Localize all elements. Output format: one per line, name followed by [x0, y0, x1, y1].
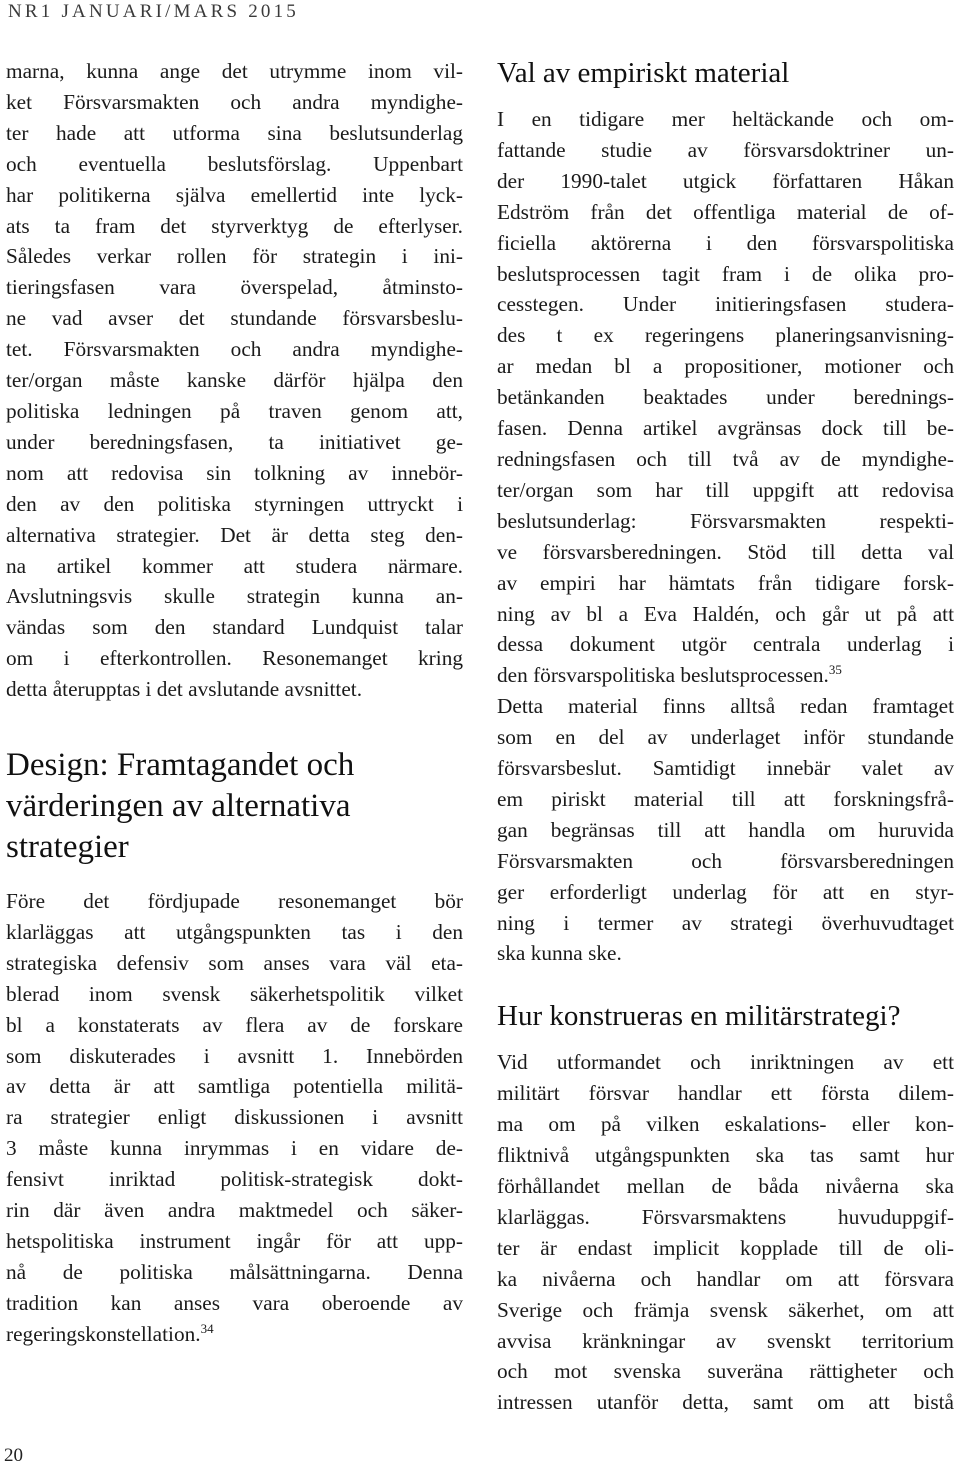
- text-line: des t ex regeringens planeringsanvisning-: [497, 323, 954, 348]
- text-line: som en del av underlaget inför stundande: [497, 725, 954, 750]
- text-line: av detta är att samtliga potentiella militä-: [6, 1074, 463, 1099]
- text-line: ficiella aktörerna i den försvarspolitiska: [497, 230, 954, 255]
- section-heading-military-strategy: Hur konstrueras en militärstrategi?: [497, 1000, 901, 1033]
- text-line: ats ta fram det styrverktyg de efterlyser.: [6, 213, 463, 238]
- text-line: fattande studie av försvarsdoktriner un-: [497, 137, 954, 162]
- section-heading-empirical-material: Val av empiriskt material: [497, 57, 790, 89]
- text-line: och eventuella beslutsförslag. Uppenbart: [6, 151, 463, 176]
- text-line: ve försvarsberedningen. Stöd till detta val: [497, 539, 954, 564]
- text-line: fliktnivå utgångspunkten ska tas samt hur: [497, 1143, 954, 1168]
- text-line: Försvarsmakten och försvarsberedningen: [497, 848, 954, 873]
- text-line: vändas som den standard Lundquist talar: [6, 615, 463, 640]
- text-line: ra strategier enligt diskussionen i avsnitt: [6, 1105, 463, 1130]
- text-line: och mot svenska suveräna rättigheter och: [497, 1359, 954, 1384]
- page-number: 20: [4, 1445, 23, 1466]
- text-line: fensivt inriktad politisk-strategisk dokt-: [6, 1167, 463, 1192]
- text-line: ma om på vilken eskalations- eller kon-: [497, 1112, 954, 1137]
- text-line: Vid utformandet och inriktningen av ett: [497, 1050, 954, 1075]
- text-line: bl a konstaterats av flera av de forskare: [6, 1012, 463, 1037]
- right-paragraph-1a: [497, 104, 954, 691]
- text-line: politiska ledningen på traven genom att,: [6, 398, 463, 423]
- text-line: beslutsprocessen tagit fram i de olika pro-: [497, 261, 954, 286]
- text-line: na artikel kommer att studera närmare.: [6, 553, 463, 578]
- text-line: I en tidigare mer heltäckande och om-: [497, 107, 954, 131]
- text-line: ning av bl a Eva Haldén, och går ut på att: [497, 601, 954, 626]
- text-line: rin där även andra maktmedel och säker-: [6, 1198, 463, 1223]
- text-line: avvisa kränkningar av svenskt territorium: [497, 1328, 954, 1353]
- text-line: beslutsunderlag: Försvarsmakten respekti-: [497, 508, 954, 533]
- text-line: strategiska defensiv som anses vara väl eta-: [6, 950, 463, 975]
- text-line: marna, kunna ange det utrymme inom vil-: [6, 59, 463, 83]
- text-line: ne vad avser det stundande försvarsbeslu-: [6, 306, 463, 331]
- text-line: tradition kan anses vara oberoende av: [6, 1290, 463, 1315]
- text-line: Edström från det offentliga material de of-: [497, 199, 954, 224]
- text-line: ter är endast implicit kopplade till de oli-: [497, 1235, 954, 1260]
- heading-line: strategier: [6, 829, 129, 866]
- heading-line: värderingen av alternativa: [6, 788, 351, 825]
- text-line: Detta material finns alltså redan framtaget: [497, 694, 954, 719]
- text-line: ger erforderligt underlag för att en styr-: [497, 879, 954, 904]
- text-line: Avslutningsvis skulle strategin kunna an-: [6, 584, 463, 609]
- text-line: under beredningsfasen, ta initiativet ge-: [6, 429, 463, 454]
- text-line: dessa dokument utgör centrala underlag i: [497, 632, 954, 657]
- section-heading-design: [6, 745, 463, 868]
- text-line: ter hade att utforma sina beslutsunderlag: [6, 120, 463, 145]
- left-paragraph-2: [6, 886, 463, 1350]
- text-line: tieringsfasen vara överspelad, åtminsto-: [6, 275, 463, 300]
- text-line: der 1990-talet utgick författaren Håkan: [497, 168, 954, 193]
- text-line: ar medan bl a propositioner, motioner och: [497, 354, 954, 379]
- text-line: hetspolitiska instrument ingår för att upp-: [6, 1229, 463, 1253]
- text-line: ter/organ som har till uppgift att redovisa: [497, 477, 954, 502]
- text-line: alternativa strategier. Det är detta steg den-: [6, 522, 463, 547]
- text-line: ter/organ måste kanske därför hjälpa den: [6, 368, 463, 393]
- text-line: blerad inom svensk säkerhetspolitik vilket: [6, 981, 463, 1006]
- text-line: betänkanden beaktades under berednings-: [497, 385, 954, 410]
- footnote-marker[interactable]: 34: [200, 1320, 214, 1336]
- left-column: [6, 56, 463, 1350]
- text-line: klarläggas. Försvarsmaktens huvuduppgif-: [497, 1204, 954, 1229]
- text-line: om i efterkontrollen. Resonemanget kring: [6, 646, 463, 671]
- text-line: ka nivåerna och handlar om att försvara: [497, 1266, 954, 1291]
- heading-line: Design: Framtagandet och: [6, 747, 355, 784]
- text-line: ket Försvarsmakten och andra myndighe-: [6, 89, 463, 114]
- text-line: 3 måste kunna inrymmas i en vidare de-: [6, 1136, 463, 1161]
- text-line: em piriskt material till att forskningsfrå-: [497, 786, 954, 811]
- text-line: redningsfasen och till två av de myndighe-: [497, 446, 954, 471]
- text-line: ning i termer av strategi överhuvudtaget: [497, 910, 954, 935]
- text-line: intressen utanför detta, samt om att bistå: [497, 1390, 954, 1415]
- text-line: har politikerna själva emellertid inte lyck-: [6, 182, 463, 207]
- text-line: nom att redovisa sin tolkning av innebör-: [6, 460, 463, 485]
- text-line: regeringskonstellation.$^{34}$: [6, 1320, 214, 1346]
- text-line: ska kunna ske.: [497, 941, 622, 966]
- text-line: tet. Försvarsmakten och andra myndighe-: [6, 337, 463, 362]
- text-line: som diskuterades i avsnitt 1. Innebörden: [6, 1043, 463, 1068]
- right-paragraph-2: [497, 1047, 954, 1418]
- running-head: NR1 JANUARI/MARS 2015: [8, 1, 300, 22]
- text-line: försvarsbeslut. Samtidigt innebär valet av: [497, 756, 954, 781]
- right-column: [497, 56, 954, 1418]
- text-line: gan begränsas till att handla om huruvida: [497, 817, 954, 842]
- footnote-marker[interactable]: 35: [828, 662, 842, 678]
- text-line: Således verkar rollen för strategin i ini-: [6, 244, 463, 269]
- text-line: nå de politiska målsättningarna. Denna: [6, 1259, 463, 1284]
- text-line: Före det fördjupade resonemanget bör: [6, 889, 463, 914]
- text-line: förhållandet mellan de båda nivåerna ska: [497, 1174, 954, 1198]
- text-line: den av den politiska styrningen uttryckt i: [6, 491, 463, 516]
- left-paragraph-1: [6, 56, 463, 705]
- right-paragraph-1b: [497, 691, 954, 969]
- text-line: cesstegen. Under initieringsfasen studera-: [497, 292, 954, 317]
- text-line: militärt försvar handlar ett första dilem-: [497, 1081, 954, 1106]
- text-line: detta återupptas i det avslutande avsnittet.: [6, 677, 363, 702]
- text-line: den försvarspolitiska beslutsprocessen.$^{35}$: [497, 662, 842, 688]
- text-line: klarläggas att utgångspunkten tas i den: [6, 919, 463, 944]
- text-line: fasen. Denna artikel avgränsas dock till be-: [497, 416, 954, 441]
- text-line: av empiri har hämtats från tidigare forsk-: [497, 570, 954, 595]
- text-line: Sverige och främja svensk säkerhet, om att: [497, 1297, 954, 1322]
